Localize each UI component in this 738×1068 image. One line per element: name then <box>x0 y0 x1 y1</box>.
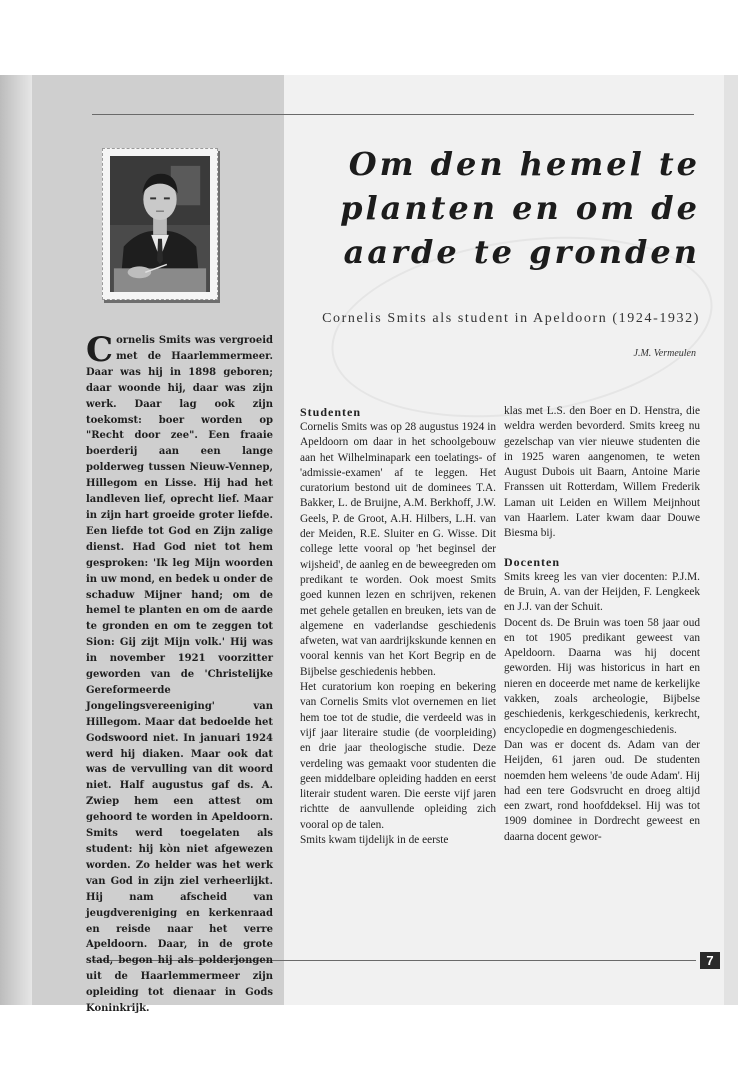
body-paragraph: Smits kreeg les van vier docenten: P.J.M. de Bruin, A. van der Heijden, F. Lengkeek en J.J. van der Schuit. <box>504 570 700 614</box>
drop-cap: C <box>86 330 114 370</box>
text-column-1 <box>300 404 496 848</box>
portrait-photo <box>102 148 218 300</box>
article-title <box>300 142 700 274</box>
title-line: aarde te gronden <box>343 233 700 271</box>
body-paragraph: Het curatorium kon roeping en bekering van Cornelis Smits vlot overnemen en liet hem toe tot de studie, die verdeeld was in vijf jaar literaire studie (de voorpleiding) en drie jaar theologische studie. Deze verdeling was gemaakt voor studenten die geen middelbare opleiding hadden en eerst literair student waren. Die eerste vijf jaren richtte de aanvullende opleiding zich vooral op de talen. <box>300 681 496 831</box>
body-paragraph: Docent ds. De Bruin was toen 58 jaar oud en tot 1905 predikant geweest van Apeldoorn. Daarna was hij docent geworden. Hij was historicus in hart en nieren en doceerde met name de kerkelijke vakken, zoals archeologie, Bijbelse geschiedenis, kerkgeschiedenis, kerkrecht, encyclopedie en dogmengeschiedenis. <box>504 616 700 736</box>
title-line: planten en om de <box>340 189 700 227</box>
body-paragraph: Smits kwam tijdelijk in de eerste <box>300 834 449 847</box>
binding-shadow <box>0 75 32 1005</box>
page-edge <box>724 75 738 1005</box>
body-paragraph: klas met L.S. den Boer en D. Henstra, die weldra werden bevorderd. Smits kreeg nu gezelschap van vier nieuwe studenten die in 1925 waren aangenomen, te weten August Dubois uit Baarn, Antoine Marie Franssen uit Rotterdam, Willem Frederik Laman uit Leiden en Willem Meijnhout van Haarlem. Later kwam daar Douwe Biesma bij. <box>504 405 700 540</box>
title-line: Om den hemel te <box>348 145 700 183</box>
section-heading-docenten: Docenten <box>504 554 560 569</box>
article-subtitle: Cornelis Smits als student in Apeldoorn (1924-1932) <box>322 311 700 326</box>
top-rule <box>92 114 694 115</box>
intro-text: ornelis Smits was vergroeid met de Haarlemmermeer. Daar was hij in 1898 geboren; daar woonde hij, daar was zijn werk. Daar lag ook zijn toekomst: boer worden op "Recht door zee". Een fraaie boerderij aan een lange polderweg tussen Nieuw-Vennep, Hillegom en Lisse. Hij had het landleven lief, oprecht lief. Maar in zijn hart groeide groter liefde. Een liefde tot God en Zijn zalige dienst. Had God niet tot hem gesproken: 'Ik leg Mijn woorden in uw mond, en bedek u onder de schaduw Mijner hand; om de hemel te planten en om de aarde te gronden en om te zeggen tot Sion: Gij zijt Mijn volk.' Hij was in november 1921 voorzitter geworden van de 'Christelijke Gereformeerde Jongelingsvereeniging' van Hillegom. Maar dat bedoelde het Godswoord niet. In januari 1924 werd hij diaken. Maar ook dat was de vervulling van dit woord niet. Half augustus gaf ds. A. Zwiep hem een attest om gehoord te worden in Apeldoorn. Smits werd toegelaten als student: hij kòn niet afgewezen worden. Zo helder was het werk van God in zijn ziel verheerlijkt. Hij nam afscheid van jeugdvereniging en kerkenraad en reisde naar het verre Apeldoorn. Daar, in de grote stad, begon hij als polderjongen uit de Haarlemmermeer zijn opleiding tot dienaar in Gods Koninkrijk. <box>86 335 273 1015</box>
body-paragraph: Cornelis Smits was op 28 augustus 1924 in Apeldoorn om daar in het schoolgebouw aan het Wilhelminapark een toelatings- of 'admissie-examen' af te leggen. Het curatorium bestond uit de dominees T.A. Bakker, L. de Bruijne, A.M. Berkhoff, J.W. Geels, P. de Groot, A.H. Hilbers, L.H. van der Meiden, R.E. Sluiter en G. Wisse. Dit college lette vooral op 'het beginsel der wijsheid', de aanleg en de beweegreden om predikant te worden. Ook moest Smits goed kunnen lezen en schrijven, rekenen met gehele getallen en breuken, iets van de algemene en vaderlandse geschiedenis afweten, wat van aardrijkskunde kennen en vooral kennis van het Kort Begrip en de Bijbelse geschiedenis hebben. <box>300 421 496 678</box>
portrait-image <box>110 156 210 292</box>
text-column-2 <box>504 404 700 845</box>
intro-paragraph <box>86 330 273 1017</box>
body-paragraph: Dan was er docent ds. Adam van der Heijden, 61 jaren oud. De studenten noemden hem weleens 'de oude Adam'. Hij had een tere Godsvrucht en droeg altijd een zwart, rond hoofddeksel. Hij was tot 1909 dominee in Dordrecht geweest en daarna docent gewor- <box>504 738 700 843</box>
author-byline: J.M. Vermeulen <box>633 348 696 359</box>
section-heading-studenten: Studenten <box>300 405 362 419</box>
page-number: 7 <box>700 952 720 969</box>
